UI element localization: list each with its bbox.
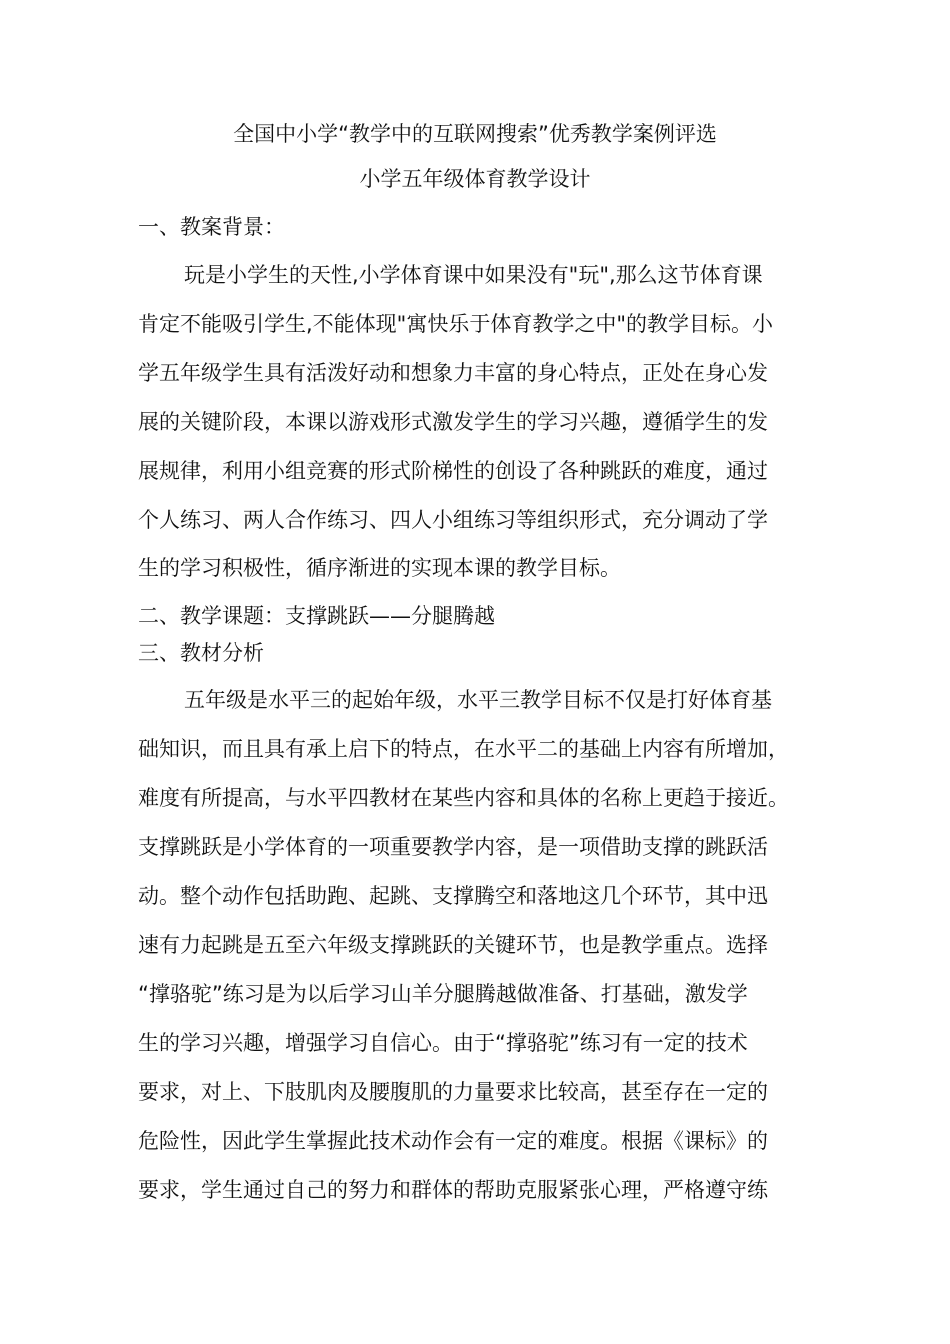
section1-paragraph-line: 玩是小学生的天性,小学体育课中如果没有"玩",那么这节体育课 [184,263,763,287]
section1-paragraph-line: 生的学习积极性，循序渐进的实现本课的教学目标。 [138,556,621,580]
section3-paragraph-line: 速有力起跳是五至六年级支撑跳跃的关键环节，也是教学重点。选择 [138,933,768,957]
section3-paragraph-line: 要求，对上、下肢肌肉及腰腹肌的力量要求比较高，甚至存在一定的 [138,1080,768,1104]
section3-heading: 三、教材分析 [138,641,264,665]
section1-paragraph-line: 个人练习、两人合作练习、四人小组练习等组织形式，充分调动了学 [138,508,768,532]
section1-heading: 一、教案背景： [138,215,285,239]
section3-paragraph-line: 生的学习兴趣，增强学习自信心。由于“撑骆驼”练习有一定的技术 [138,1031,748,1055]
section3-paragraph-line: “撑骆驼”练习是为以后学习山羊分腿腾越做准备、打基础，激发学 [138,982,748,1006]
section3-paragraph-line: 五年级是水平三的起始年级，水平三教学目标不仅是打好体育基 [184,688,772,712]
document-title: 全国中小学“教学中的互联网搜索”优秀教学案例评选 [233,122,717,146]
section3-paragraph-line: 动。整个动作包括助跑、起跳、支撑腾空和落地这几个环节，其中迅 [138,884,768,908]
section3-paragraph-line: 难度有所提高，与水平四教材在某些内容和具体的名称上更趋于接近。 [138,786,789,810]
section3-paragraph-line: 支撑跳跃是小学体育的一项重要教学内容，是一项借助支撑的跳跃活 [138,835,768,859]
section3-paragraph-line: 要求，学生通过自己的努力和群体的帮助克服紧张心理，严格遵守练 [138,1178,768,1202]
section1-paragraph-line: 肯定不能吸引学生,不能体现"寓快乐于体育教学之中"的教学目标。小 [138,312,773,336]
section1-paragraph-line: 展的关键阶段，本课以游戏形式激发学生的学习兴趣，遵循学生的发 [138,410,768,434]
document-subtitle: 小学五年级体育教学设计 [359,167,591,191]
section1-paragraph-line: 展规律，利用小组竞赛的形式阶梯性的创设了各种跳跃的难度，通过 [138,459,768,483]
section2-heading: 二、教学课题：支撑跳跃——分腿腾越 [138,604,495,628]
section3-paragraph-line: 础知识，而且具有承上启下的特点，在水平二的基础上内容有所增加， [138,737,789,761]
section3-paragraph-line: 危险性，因此学生掌握此技术动作会有一定的难度。根据《课标》的 [138,1129,768,1153]
section1-paragraph-line: 学五年级学生具有活泼好动和想象力丰富的身心特点，正处在身心发 [138,361,768,385]
